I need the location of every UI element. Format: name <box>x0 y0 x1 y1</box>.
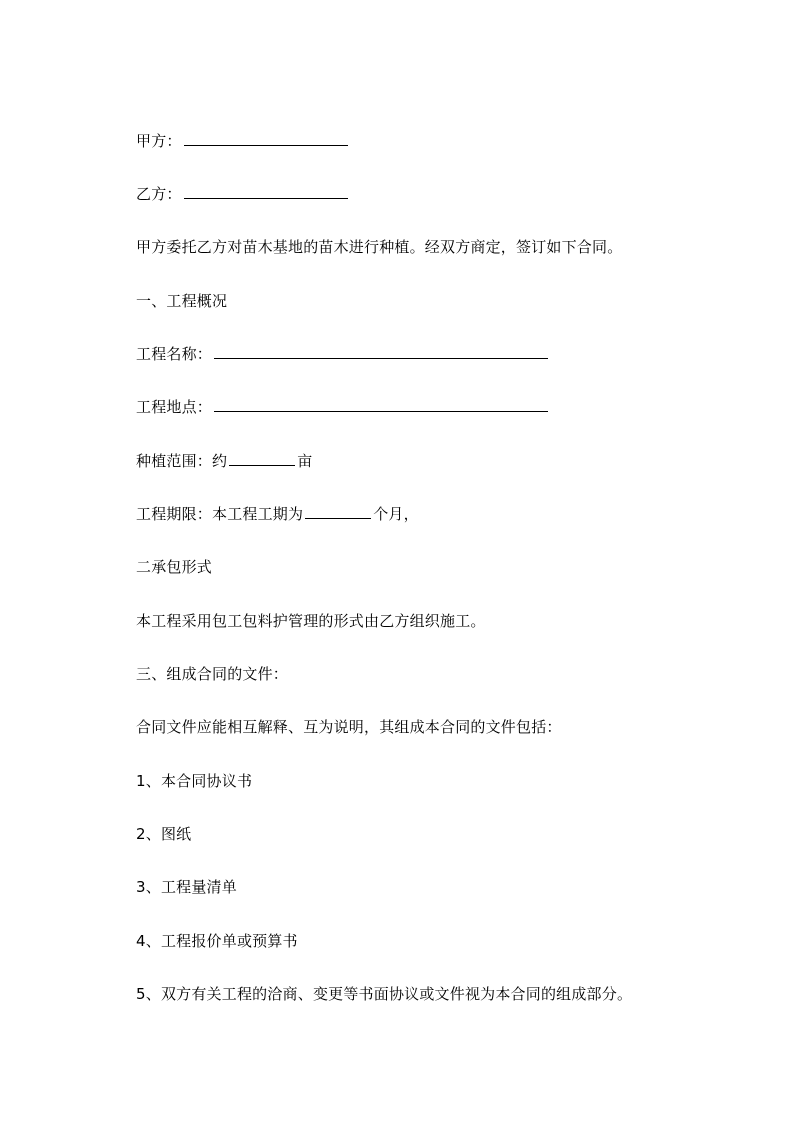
section1-title: 一、工程概况 <box>136 292 228 310</box>
planting-scope-blank <box>229 451 295 466</box>
planting-scope-unit: 亩 <box>297 452 313 470</box>
party-a-line <box>136 130 350 152</box>
duration-prefix: 工程期限：本工程工期为 <box>136 505 304 523</box>
planting-scope-prefix: 种植范围：约 <box>136 452 228 470</box>
party-a-label: 甲方： <box>136 132 182 150</box>
intro-paragraph: 甲方委托乙方对苗木基地的苗木进行种植。经双方商定，签订如下合同。 <box>136 238 623 256</box>
duration-suffix: 个月， <box>373 505 419 523</box>
project-name-blank <box>214 344 548 359</box>
document-item-2: 2、图纸 <box>136 825 192 843</box>
duration-line <box>136 503 419 525</box>
section2-text: 本工程采用包工包料护管理的形式由乙方组织施工。 <box>136 612 486 630</box>
project-name-line <box>136 343 550 365</box>
project-location-line <box>136 396 550 418</box>
party-b-line <box>136 183 350 205</box>
party-a-blank <box>184 131 348 146</box>
party-b-label: 乙方： <box>136 185 182 203</box>
project-location-blank <box>214 397 548 412</box>
party-b-blank <box>184 184 348 199</box>
document-item-1: 1、本合同协议书 <box>136 772 253 790</box>
document-item-5: 5、双方有关工程的洽商、变更等书面协议或文件视为本合同的组成部分。 <box>136 985 633 1003</box>
document-item-4: 4、工程报价单或预算书 <box>136 932 298 950</box>
planting-scope-line <box>136 450 312 472</box>
project-name-label: 工程名称： <box>136 345 213 363</box>
section3-intro: 合同文件应能相互解释、互为说明，其组成本合同的文件包括： <box>136 718 562 736</box>
document-item-3: 3、工程量清单 <box>136 878 237 896</box>
section3-title: 三、组成合同的文件： <box>136 665 289 683</box>
duration-blank <box>305 504 371 519</box>
project-location-label: 工程地点： <box>136 398 213 416</box>
section2-title: 二承包形式 <box>136 558 213 576</box>
